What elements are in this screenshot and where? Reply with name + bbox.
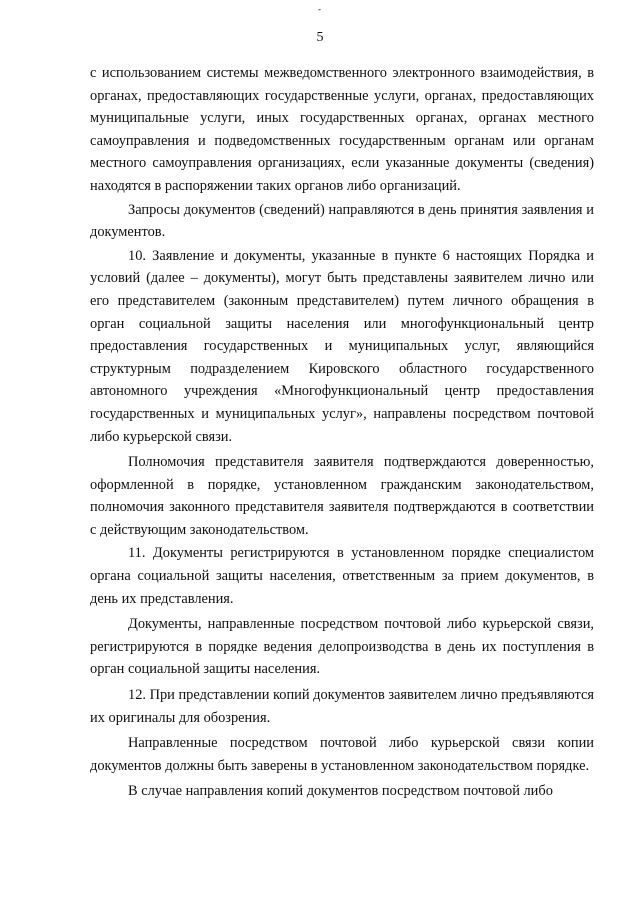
page-number: 5 [316, 30, 324, 45]
paragraph-copies-postal: В случае направления копий документов посредством почтовой либо [128, 783, 553, 800]
paragraph-certified-copies: Направленные посредством почтовой либо курьерской связи копии документов должны быть заверены в установленном законодательством порядке. [90, 735, 594, 774]
document-body [90, 62, 594, 803]
paragraph-continued: с использованием системы межведомственного электронного взаимодействия, в органах, предоставляющих государственные услуги, органах, предоставляющих муниципальные услуги, иных государственных органах, органах местного самоуправления и подведомственных государственным органам или органам местного самоуправления организациях, если указанные документы (сведения) находятся в распоряжении таких органов либо организаций. [90, 65, 594, 194]
paragraph-postal-registration: Документы, направленные посредством почтовой либо курьерской связи, регистрируются в порядке ведения делопроизводства в день их поступления в орган социальной защиты населения. [90, 616, 594, 678]
paragraph-item-12: 12. При представлении копий документов заявителем лично предъявляются их оригиналы для обозрения. [90, 687, 595, 726]
paragraph-representative-powers: Полномочия представителя заявителя подтверждаются доверенностью, оформленной в порядке, установленном гражданским законодательством, полномочия законного представителя заявителя подтверждаются в соответствии с действующим законодательством. [90, 454, 594, 538]
top-mark: - [318, 4, 321, 14]
paragraph-requests: Запросы документов (сведений) направляются в день принятия заявления и документов. [90, 201, 594, 241]
paragraph-item-11: 11. Документы регистрируются в установленном порядке специалистом органа социальной защиты населения, ответственным за прием документов, в день их представления. [90, 545, 594, 607]
paragraph-item-10: 10. Заявление и документы, указанные в пункте 6 настоящих Порядка и условий (далее – документы), могут быть представлены заявителем лично или его представителем (законным представителем) путем личного обращения в орган социальной защиты населения или многофункциональный центр предоставления государственных и муниципальных услуг, являющийся структурным подразделением Кировского областного государственного автономного учреждения «Многофункциональный центр предоставления государственных и муниципальных услуг», направлены посредством почтовой либо курьерской связи. [90, 247, 594, 445]
